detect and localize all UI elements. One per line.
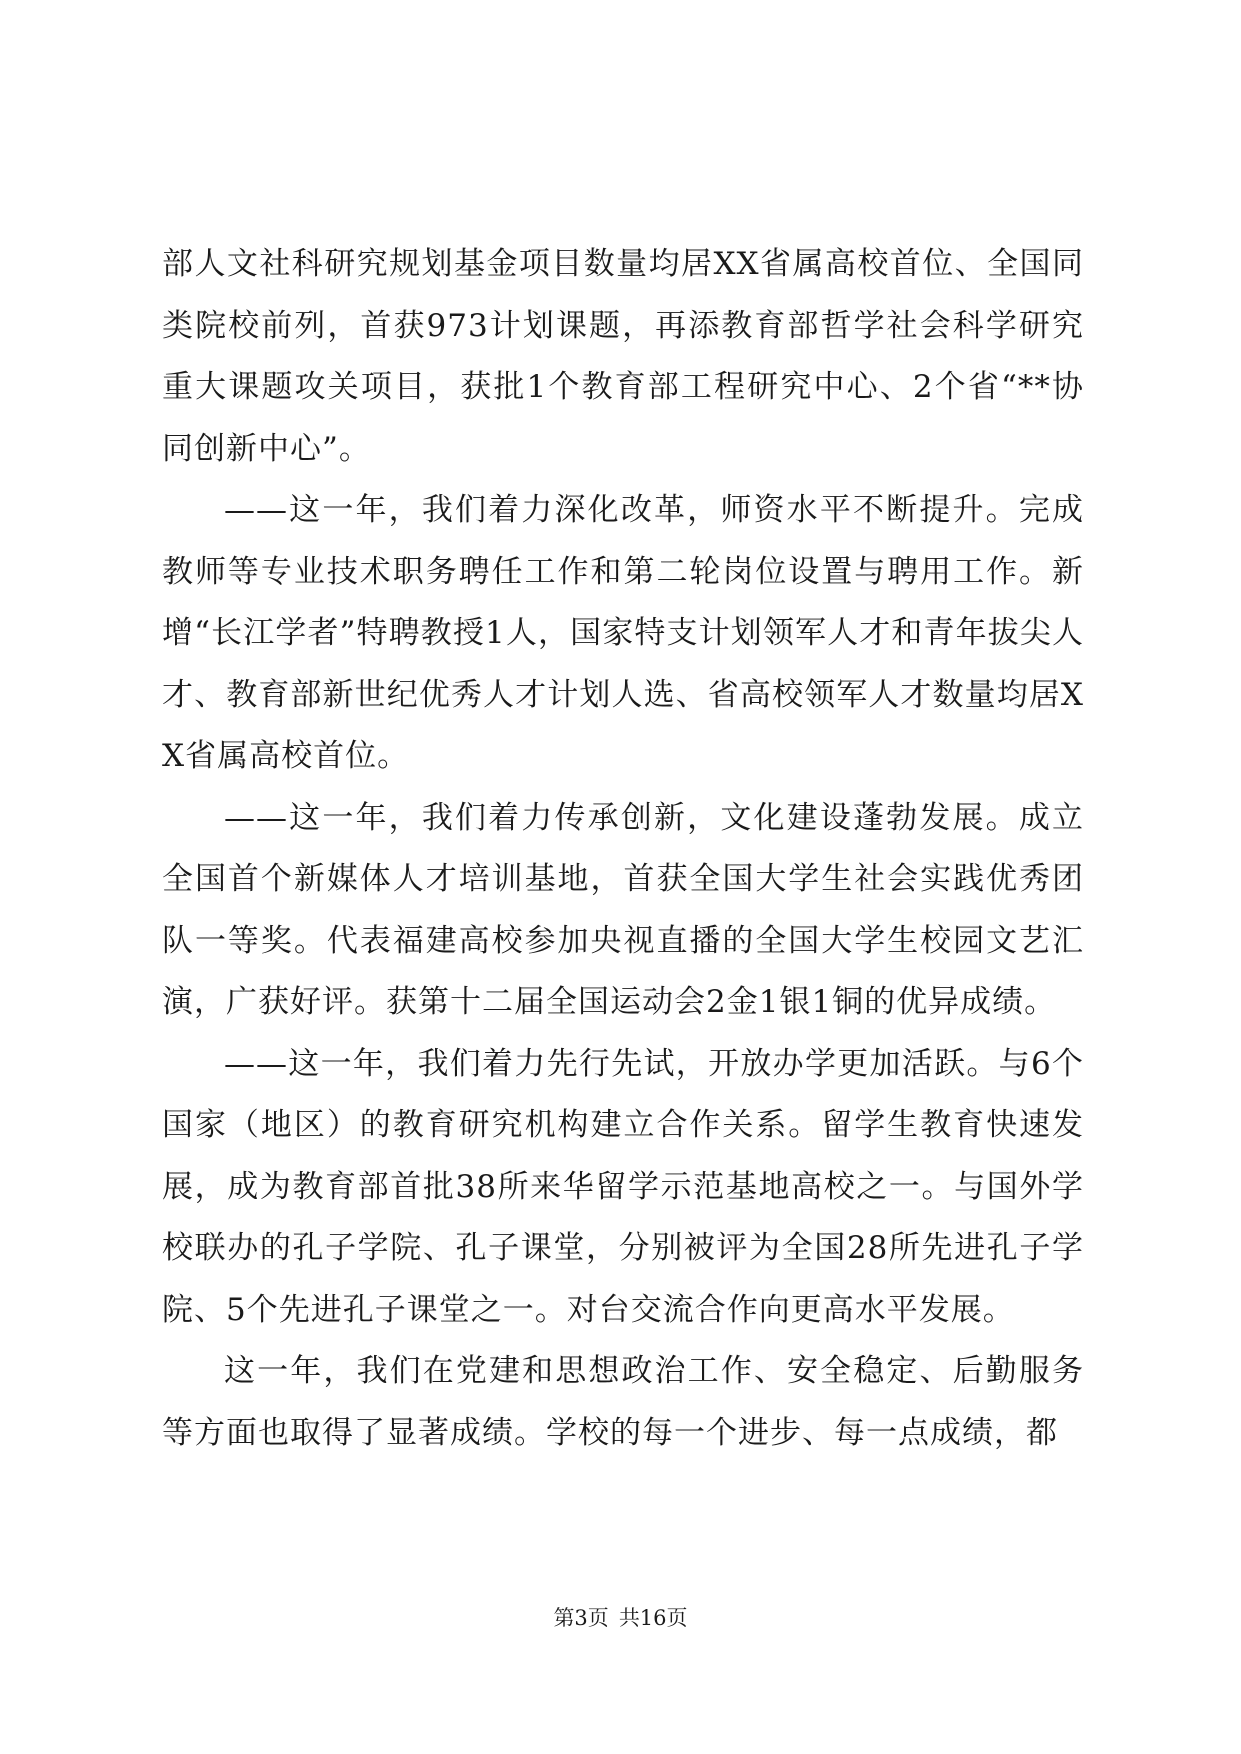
document-body <box>162 234 1084 1464</box>
paragraph-2: ——这一年，我们着力深化改革，师资水平不断提升。完成教师等专业技术职务聘任工作和第二轮岗位设置与聘用工作。新增“长江学者”特聘教授1人，国家特支计划领军人才和青年拔尖人才、教育部新世纪优秀人才计划人选、省高校领军人才数量均居XX省属高校首位。 <box>162 492 1084 774</box>
page-footer <box>0 1602 1241 1632</box>
paragraph-3: ——这一年，我们着力传承创新，文化建设蓬勃发展。成立全国首个新媒体人才培训基地，首获全国大学生社会实践优秀团队一等奖。代表福建高校参加央视直播的全国大学生校园文艺汇演，广获好评。获第十二届全国运动会2金1银1铜的优异成绩。 <box>162 799 1084 1020</box>
paragraph-4: ——这一年，我们着力先行先试，开放办学更加活跃。与6个国家（地区）的教育研究机构建立合作关系。留学生教育快速发展，成为教育部首批38所来华留学示范基地高校之一。与国外学校联办的孔子学院、孔子课堂，分别被评为全国28所先进孔子学院、5个先进孔子课堂之一。对台交流合作向更高水平发展。 <box>162 1045 1084 1328</box>
page-total: 共16页 <box>618 1606 688 1630</box>
paragraph-1: 部人文社科研究规划基金项目数量均居XX省属高校首位、全国同类院校前列，首获973计划课题，再添教育部哲学社会科学研究重大课题攻关项目，获批1个教育部工程研究中心、2个省“**协同创新中心”。 <box>162 246 1084 467</box>
paragraph-5: 这一年，我们在党建和思想政治工作、安全稳定、后勤服务等方面也取得了显著成绩。学校的每一个进步、每一点成绩，都 <box>162 1353 1084 1451</box>
page-number: 第3页 <box>553 1606 609 1630</box>
